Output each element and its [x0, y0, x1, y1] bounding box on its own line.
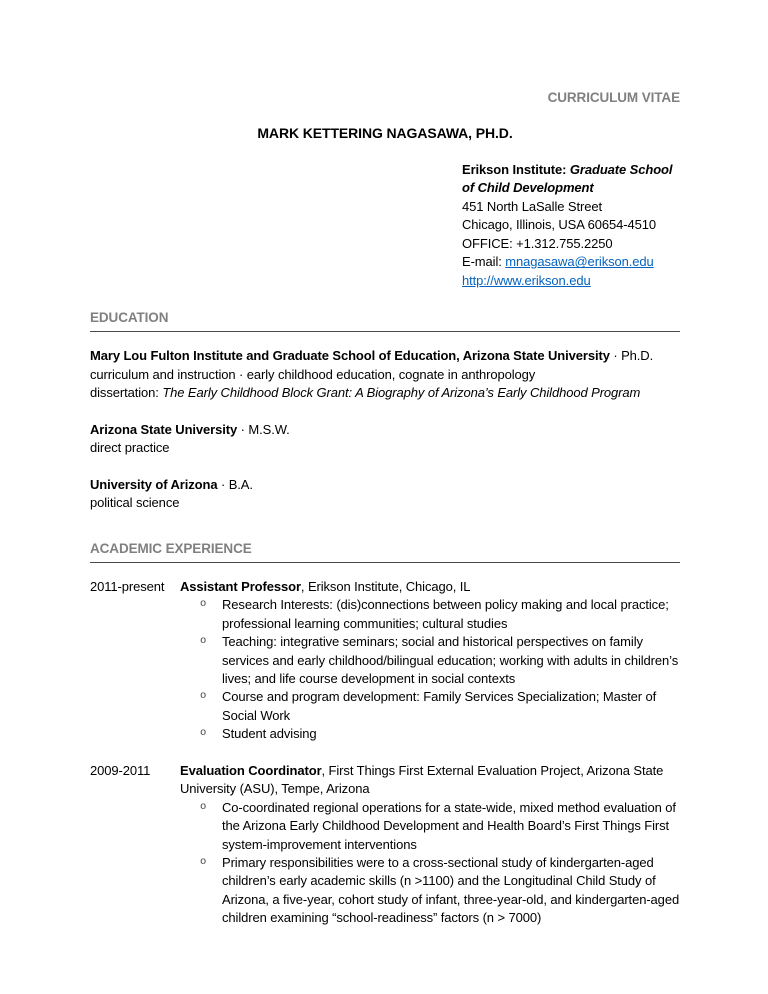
- experience-role-detail: , First Things First External Evaluation Project, Arizona State University (ASU), Tempe, Arizona: [180, 762, 664, 797]
- education-entry-msw: [90, 421, 680, 458]
- website-link[interactable]: http://www.erikson.edu: [462, 272, 591, 288]
- bullet-marker: o: [200, 598, 207, 611]
- contact-block: [462, 161, 680, 290]
- dissertation-title: The Early Childhood Block Grant: A Biography of Arizona’s Early Childhood Program: [162, 385, 641, 401]
- experience-bullet-list: [180, 596, 680, 744]
- contact-office-phone: OFFICE: +1.312.755.2250: [462, 235, 613, 251]
- contact-city: Chicago, Illinois, USA 60654-4510: [462, 217, 656, 233]
- bullet-text: Research Interests: (dis)connections between policy making and local practice; professional learning communities; cultural studies: [222, 597, 669, 631]
- experience-title-line: [180, 578, 680, 596]
- education-section: [90, 308, 680, 512]
- email-label: E-mail:: [462, 254, 506, 270]
- email-link[interactable]: mnagasawa@erikson.edu: [505, 254, 654, 270]
- degree-name: · M.S.W.: [237, 421, 290, 437]
- bullet-item: [180, 799, 680, 854]
- institution-name: Arizona State University: [90, 421, 238, 437]
- experience-body: [180, 762, 680, 928]
- degree-name: · Ph.D.: [609, 348, 654, 364]
- experience-role-detail: , Erikson Institute, Chicago, IL: [300, 578, 471, 594]
- bullet-item: [180, 596, 680, 633]
- bullet-marker: o: [200, 690, 207, 703]
- experience-entry-evaluation-coordinator: [90, 762, 680, 928]
- contact-street: 451 North LaSalle Street: [462, 198, 602, 214]
- bullet-item: [180, 725, 680, 743]
- experience-dates: 2009-2011: [90, 762, 151, 778]
- experience-title-line: [180, 762, 680, 799]
- org-name: Erikson Institute:: [462, 162, 570, 178]
- bullet-text: Primary responsibilities were to a cross-sectional study of kindergarten-aged children’s early academic skills (n >1100) and the Longitudinal Child Study of Arizona, a five-year, cohort study of infant, three-year-old, and kindergarten-aged children examining “school-readiness” factors (n > 7000): [222, 855, 680, 926]
- cv-header: [90, 88, 680, 290]
- experience-body: [180, 578, 680, 744]
- bullet-marker: o: [200, 856, 207, 869]
- experience-bullet-list: [180, 799, 680, 928]
- education-degree-line: [90, 347, 680, 365]
- dissertation-label: dissertation:: [90, 385, 163, 401]
- experience-entry-assistant-professor: [90, 578, 680, 744]
- education-degree-line: [90, 476, 680, 494]
- education-entry-ba: [90, 476, 680, 513]
- education-section-title: EDUCATION: [90, 308, 680, 332]
- academic-experience-section: [90, 539, 680, 928]
- institution-name: Mary Lou Fulton Institute and Graduate School of Education, Arizona State University: [90, 348, 610, 364]
- bullet-marker: o: [200, 635, 207, 648]
- academic-section-title: ACADEMIC EXPERIENCE: [90, 539, 680, 563]
- education-entry-phd: [90, 347, 680, 402]
- experience-dates: 2011-present: [90, 578, 165, 594]
- bullet-item: [180, 854, 680, 928]
- experience-role: Assistant Professor: [180, 578, 301, 594]
- contact-website-line: [462, 272, 680, 290]
- institution-name: University of Arizona: [90, 476, 218, 492]
- bullet-text: Co-coordinated regional operations for a state-wide, mixed method evaluation of the Arizona Early Childhood Development and Health Board’s First Things First system-improvement interventions: [222, 799, 676, 852]
- education-detail: political science: [90, 495, 180, 511]
- bullet-text: Student advising: [222, 726, 317, 742]
- org-school-name: Graduate School of Child Development: [462, 162, 673, 196]
- bullet-text: Course and program development: Family Services Specialization; Master of Social Work: [222, 689, 657, 723]
- education-detail: direct practice: [90, 440, 170, 456]
- experience-role: Evaluation Coordinator: [180, 762, 322, 778]
- education-degree-line: [90, 421, 680, 439]
- person-name: MARK KETTERING NAGASAWA, PH.D.: [257, 125, 513, 142]
- degree-name: · B.A.: [217, 476, 253, 492]
- bullet-text: Teaching: integrative seminars; social and historical perspectives on family services and early childhood/bilingual education; working with adults in children’s lives; and life course development in social contexts: [222, 634, 679, 686]
- bullet-marker: o: [200, 727, 207, 740]
- bullet-item: [180, 688, 680, 725]
- bullet-item: [180, 633, 680, 688]
- contact-email-line: [462, 253, 680, 271]
- education-detail: curriculum and instruction · early childhood education, cognate in anthropology: [90, 366, 536, 382]
- education-dissertation-line: [90, 384, 680, 402]
- bullet-marker: o: [200, 800, 207, 813]
- contact-organization: [462, 161, 680, 198]
- doc-type-label: CURRICULUM VITAE: [547, 90, 680, 105]
